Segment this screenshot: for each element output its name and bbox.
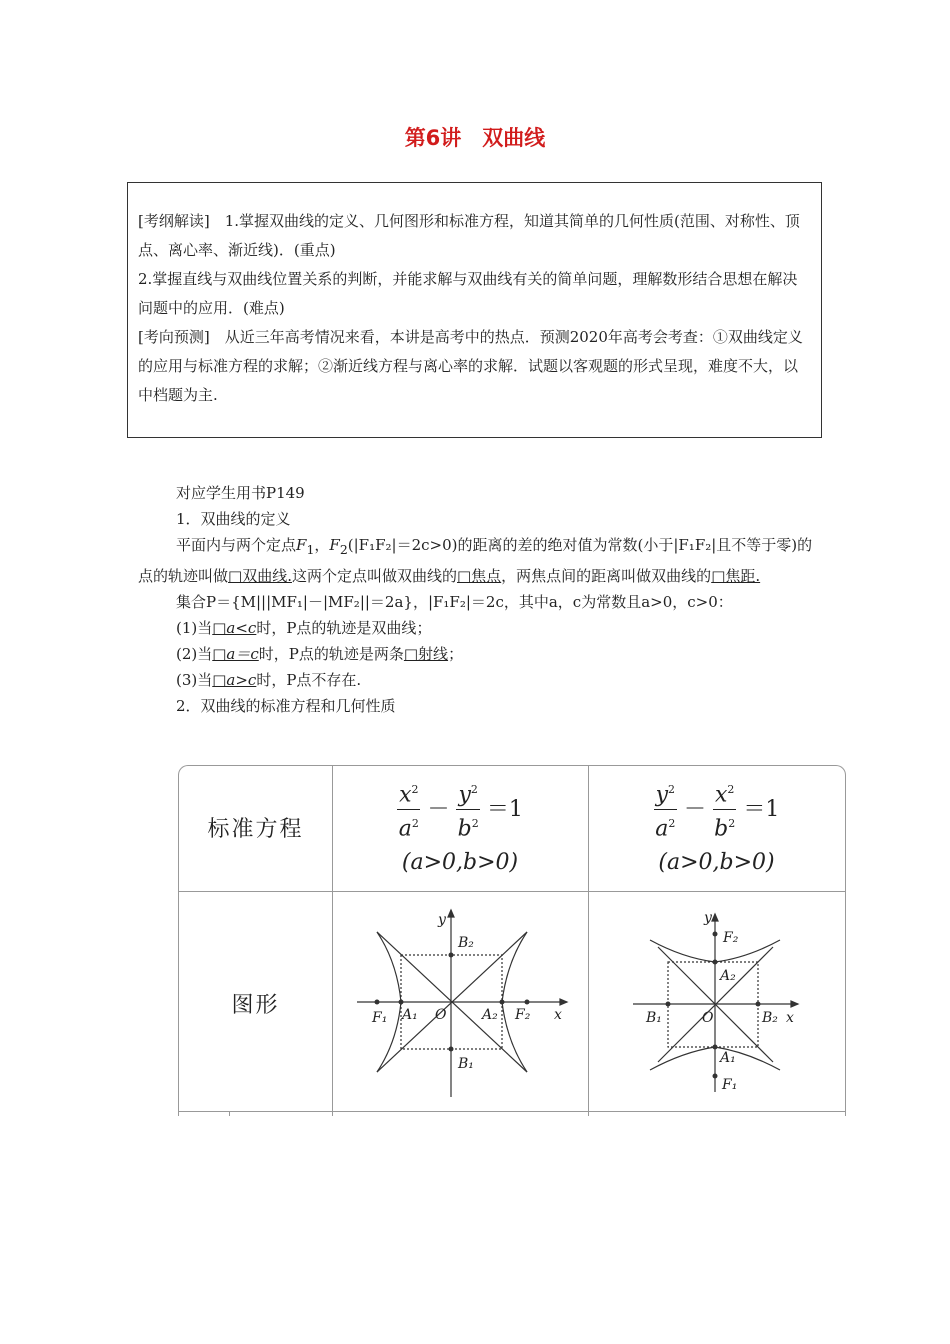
svg-text:x: x xyxy=(554,1007,562,1023)
section-2-heading: 2．双曲线的标准方程和几何性质 xyxy=(176,697,396,715)
svg-text:B₂: B₂ xyxy=(762,1010,778,1026)
equation-horizontal: $\frac{x^2}{a^2}$ － $\frac{y^2}{b^2}$ ＝1 (a>0,b>0) xyxy=(332,776,588,875)
svg-text:O: O xyxy=(702,1010,714,1026)
svg-text:F₁: F₁ xyxy=(372,1010,388,1026)
row-label-equation: 标准方程 xyxy=(207,817,304,842)
svg-text:B₁: B₁ xyxy=(646,1010,662,1026)
blank-foci: □焦点 xyxy=(456,567,502,585)
svg-text:F₂: F₂ xyxy=(723,930,739,946)
outline-para-1: [考纲解读] 1.掌握双曲线的定义、几何图形和标准方程，知道其简单的几何性质(范围、对称性、顶点、离心率、渐近线)．(重点) xyxy=(138,212,800,259)
blank-hyperbola: □双曲线. xyxy=(228,567,292,585)
page-title: 第6讲 双曲线 xyxy=(404,126,546,150)
svg-text:F₂: F₂ xyxy=(515,1007,531,1023)
section-1-heading: 1．双曲线的定义 xyxy=(176,510,291,528)
svg-text:F₁: F₁ xyxy=(722,1077,738,1093)
condition-vertical: (a>0,b>0) xyxy=(658,849,775,875)
svg-text:y: y xyxy=(438,912,446,928)
blank-focal-distance: □焦距. xyxy=(711,567,761,585)
case-3: (3)当□a>c时，P点不存在. xyxy=(176,671,362,689)
svg-text:B₁: B₁ xyxy=(458,1056,474,1072)
outline-para-2: 2.掌握直线与双曲线位置关系的判断，并能求解与双曲线有关的简单问题，理解数形结合思想在解决问题中的应用．(难点) xyxy=(138,270,798,317)
equation-vertical: $\frac{y^2}{a^2}$ － $\frac{x^2}{b^2}$ ＝1 (a>0,b>0) xyxy=(588,776,845,875)
outline-para-3: [考向预测] 从近三年高考情况来看，本讲是高考中的热点．预测2020年高考会考查：①双曲线定义的应用与标准方程的求解；②渐近线方程与离心率的求解．试题以客观题的形式呈现，难度不大，以中档题为主. xyxy=(138,328,803,404)
set-definition: 集合P＝{M|||MF₁|－|MF₂||＝2a}，|F₁F₂|＝2c，其中a，c为常数且a>0，c>0： xyxy=(176,593,733,611)
svg-text:O: O xyxy=(435,1007,447,1023)
outline-box xyxy=(127,182,822,438)
definition-paragraph: 平面内与两个定点$F_1$，$F_2(|F_1F_2|=2c>0)$的距离的差的绝对值为常数(小于|F₁F₂|且不等于零)的点的轨迹叫做□双曲线.这两个定点叫做双曲线的□焦点，两焦点间的距离叫做双曲线的□焦距. xyxy=(138,536,813,585)
svg-text:A₂: A₂ xyxy=(482,1007,498,1023)
svg-text:A₁: A₁ xyxy=(720,1050,736,1066)
case-1: (1)当□a<c时，P点的轨迹是双曲线； xyxy=(176,619,432,637)
row-label-figure: 图形 xyxy=(231,993,280,1018)
svg-text:A₂: A₂ xyxy=(720,968,736,984)
properties-table xyxy=(178,765,846,1116)
svg-text:B₂: B₂ xyxy=(458,935,474,951)
figure-horizontal-hyperbola xyxy=(332,892,588,1111)
figure-vertical-hyperbola xyxy=(588,892,845,1111)
book-reference: 对应学生用书P149 xyxy=(176,484,305,502)
svg-text:x: x xyxy=(786,1010,794,1026)
condition-horizontal: (a>0,b>0) xyxy=(401,849,519,875)
case-2: (2)当□a＝c时，P点的轨迹是两条□射线； xyxy=(176,645,464,663)
svg-text:A₁: A₁ xyxy=(402,1007,418,1023)
section-1 xyxy=(138,480,818,719)
svg-text:y: y xyxy=(704,910,712,926)
